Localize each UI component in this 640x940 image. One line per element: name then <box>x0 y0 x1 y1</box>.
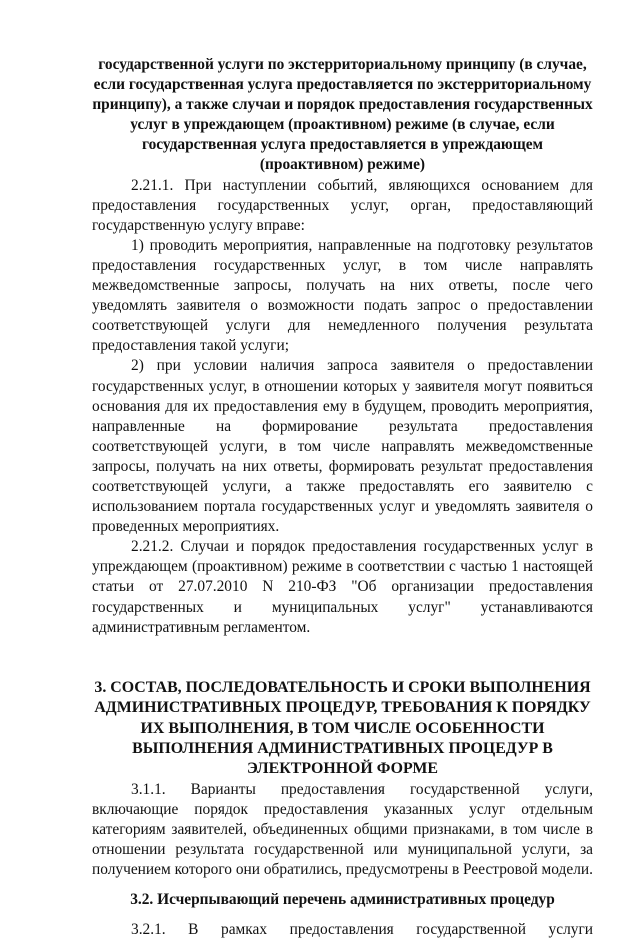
subsection-3-2-heading: 3.2. Исчерпывающий перечень административных процедур <box>130 891 555 909</box>
paragraph-2-21-1: 2.21.1. При наступлении событий, являющихся основанием для предоставления государственных услуг, орган, предоставляющий государственную услугу вправе: <box>92 176 593 234</box>
paragraph-3-1-1: 3.1.1. Варианты предоставления государственной услуги, включающие порядок предоставления указанных услуг отдельным категориям заявителей, объединенных общими признаками, в том числе в отношении результата государственной или муниципальной услуги, за получением которого они обратились, предусмотрены в Реестровой модели. <box>92 780 593 879</box>
paragraph-item-1: 1) проводить мероприятия, направленные на подготовку результатов предоставления государственных услуг, в том числе направлять межведомственные запросы, получать на них ответы, после чего уведомлять заявителя о возможности подать запрос о предоставлении соответствующей услуги для немедленного получения результата предоставления такой услуги; <box>92 236 593 355</box>
section-3-heading: 3. СОСТАВ, ПОСЛЕДОВАТЕЛЬНОСТЬ И СРОКИ ВЫПОЛНЕНИЯ АДМИНИСТРАТИВНЫХ ПРОЦЕДУР, ТРЕБОВАНИЯ К ПОРЯДКУ ИХ ВЫПОЛНЕНИЯ, В ТОМ ЧИСЛЕ ОСОБЕННОСТИ ВЫПОЛНЕНИЯ АДМИНИСТРАТИВНЫХ ПРОЦЕДУР В ЭЛЕКТРОННОЙ ФОРМЕ <box>94 678 591 778</box>
paragraph-2-21-2: 2.21.2. Случаи и порядок предоставления государственных услуг в упреждающем (проактивном) режиме в соответствии с частью 1 настоящей статьи от 27.07.2010 N 210-ФЗ "Об организации предоставления государственных и муниципальных услуг" устанавливаются административным регламентом. <box>92 538 593 636</box>
paragraph-item-2: 2) при условии наличия запроса заявителя о предоставлении государственных услуг, в отношении которых у заявителя могут появиться основания для их предоставления ему в будущем, проводить мероприятия, направленные на формирование результата предоставления соответствующей услуги, в том числе направлять межведомственные запросы, получать на них ответы, формировать результат предоставления соответствующей услуги, а также предоставлять его заявителю с использованием портала государственных услуг и уведомлять заявителя о проведенных мероприятиях. <box>92 357 593 536</box>
top-heading: государственной услуги по экстерриториальному принципу (в случае, если государственная услуга предоставляется по экстерриториальному принципу), а также случаи и порядок предоставления государственных услуг в упреждающем (проактивном) режиме (в случае, если государственная услуга предоставляется в упреждающем (проактивном) режиме) <box>92 56 593 174</box>
paragraph-3-2-1: 3.2.1. В рамках предоставления государственной услуги <box>131 921 593 939</box>
